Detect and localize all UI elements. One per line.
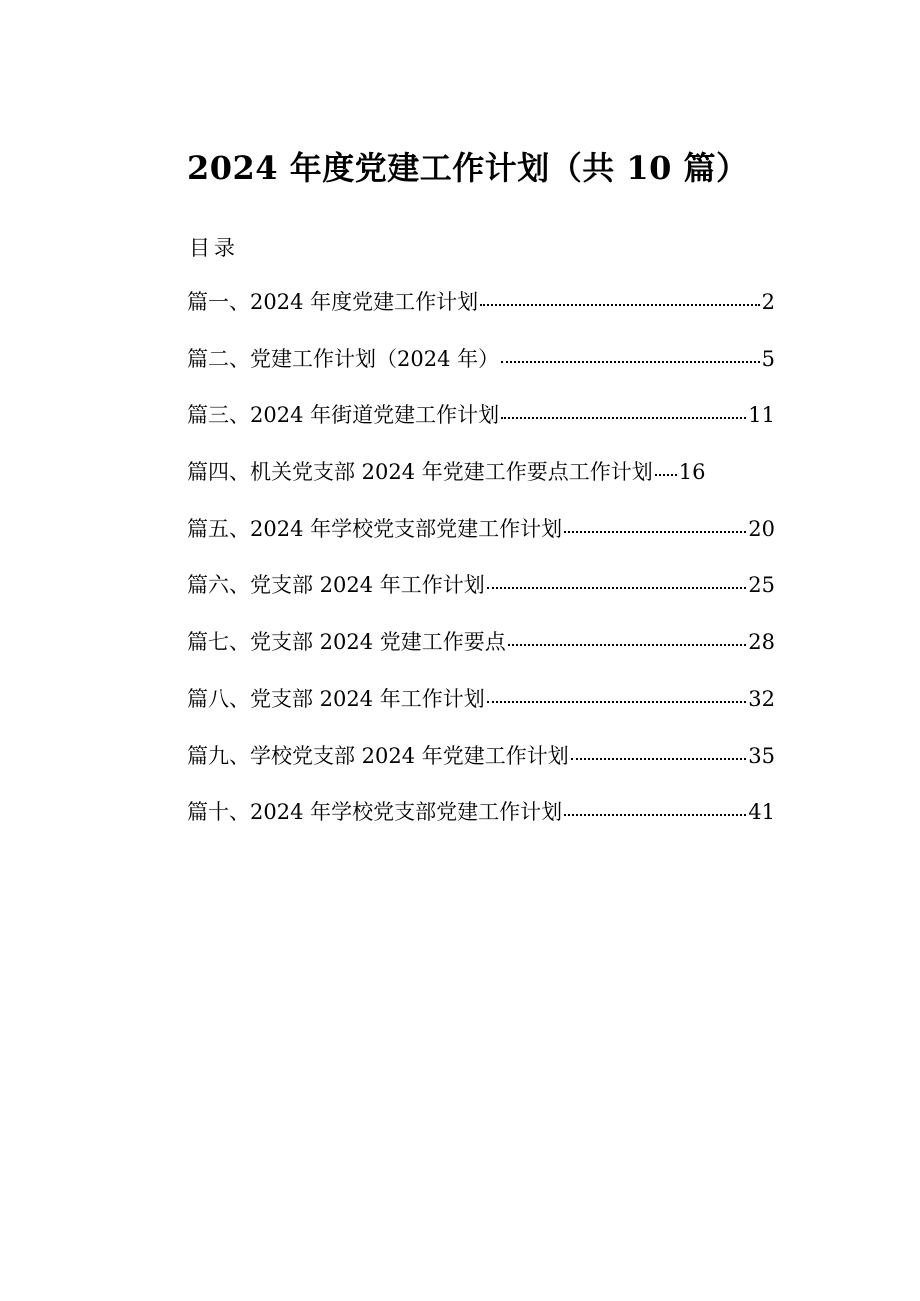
toc-entry-label: 篇九、学校党支部 2024 年党建工作计划 <box>187 743 569 768</box>
toc-entry-label: 篇六、党支部 2024 年工作计划 <box>187 573 485 598</box>
toc-entry-label: 篇五、2024 年学校党支部党建工作计划 <box>187 516 563 541</box>
toc-entry-label: 篇一、2024 年度党建工作计划 <box>187 290 479 314</box>
toc-entry-label: 篇二、党建工作计划（2024 年） <box>187 346 500 371</box>
toc-leader-dots <box>655 474 677 476</box>
toc-page-number: 5 <box>761 346 775 371</box>
toc-entry[interactable] <box>187 397 775 454</box>
toc-page-number: 35 <box>748 743 775 768</box>
toc-entry[interactable] <box>187 284 775 341</box>
toc-leader-dots <box>487 587 746 589</box>
toc-entry[interactable] <box>187 341 775 398</box>
toc-page-number: 32 <box>748 686 775 711</box>
toc-entry-label: 篇三、2024 年街道党建工作计划 <box>187 403 500 428</box>
toc-page-number: 2 <box>761 290 775 314</box>
toc-leader-dots <box>480 304 760 306</box>
toc-leader-dots <box>571 758 746 760</box>
toc-entry[interactable] <box>187 454 727 511</box>
toc-page-number: 16 <box>678 460 706 485</box>
toc-page-number: 28 <box>748 630 775 655</box>
toc-leader-dots <box>508 644 746 646</box>
toc-entry[interactable] <box>187 794 775 851</box>
toc-page-number: 25 <box>748 573 775 598</box>
document-title: 2024 年度党建工作计划（共 10 篇） <box>187 149 749 187</box>
toc-entry-label: 篇十、2024 年学校党支部党建工作计划 <box>187 800 563 825</box>
toc-entry-label: 篇八、党支部 2024 年工作计划 <box>187 686 485 711</box>
toc-leader-dots <box>564 814 746 816</box>
toc-entry-label: 篇七、党支部 2024 党建工作要点 <box>187 630 506 655</box>
toc-entry[interactable] <box>187 738 775 795</box>
toc-entry-label: 篇四、机关党支部 2024 年党建工作要点工作计划 <box>187 460 653 485</box>
toc-leader-dots <box>564 531 746 533</box>
table-of-contents <box>187 284 775 851</box>
toc-entry[interactable] <box>187 681 775 738</box>
toc-page-number: 11 <box>748 403 775 428</box>
toc-leader-dots <box>487 701 746 703</box>
toc-leader-dots <box>501 361 760 363</box>
toc-entry[interactable] <box>187 567 775 624</box>
toc-heading: 目录 <box>189 236 239 260</box>
toc-leader-dots <box>501 417 746 419</box>
toc-entry[interactable] <box>187 624 775 681</box>
toc-page-number: 41 <box>748 800 775 825</box>
toc-entry[interactable] <box>187 511 775 568</box>
toc-page-number: 20 <box>748 516 775 541</box>
